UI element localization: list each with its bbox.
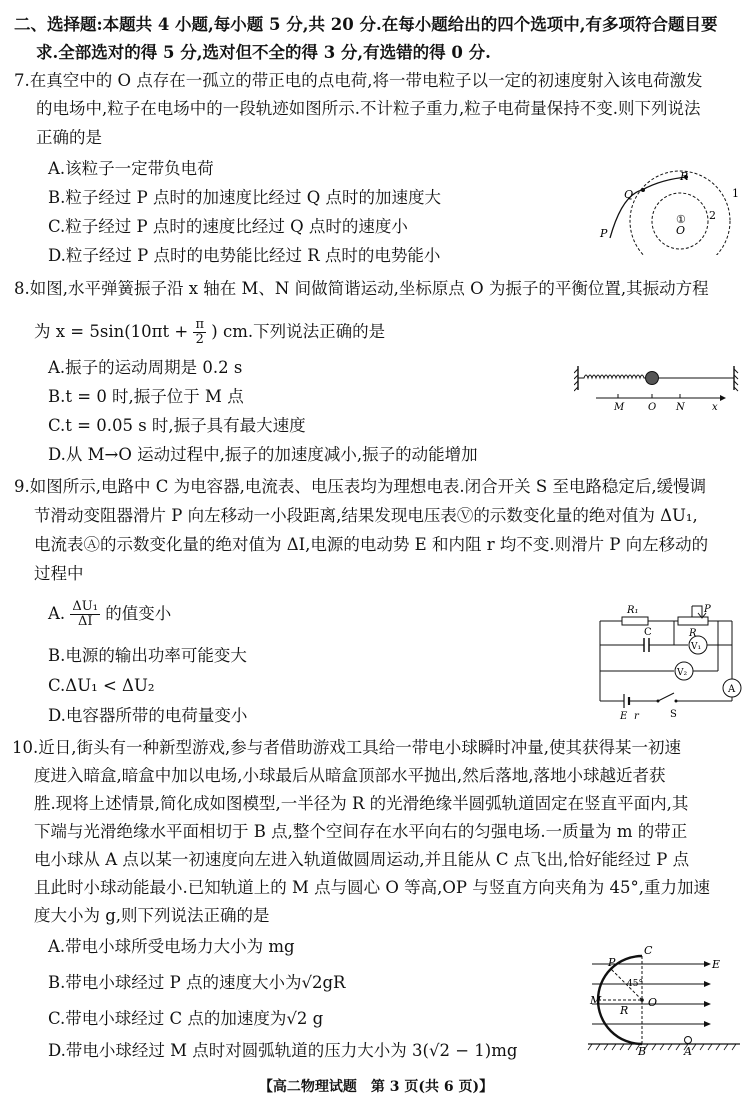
q10-label-r: R xyxy=(620,1004,629,1017)
section-header-line2: 求.全部选对的得 5 分,选对但不全的得 3 分,有选错的得 0 分. xyxy=(36,43,491,62)
q8-stem-line-2 xyxy=(34,318,385,347)
q7-label-1: 1 xyxy=(732,187,739,200)
q7-option-a: A.该粒子一定带负电荷 xyxy=(48,159,214,178)
q8-label-x: x xyxy=(712,402,718,412)
page-footer: 【高二物理试题 第 3 页(共 6 页)】 xyxy=(258,1079,494,1095)
q9-label-r1: R₁ xyxy=(627,605,639,616)
q9-option-a-fraction xyxy=(70,600,100,629)
q9-label-v1: V₁ xyxy=(691,642,702,652)
q8-equation-fraction xyxy=(193,318,206,347)
q9-option-b: B.电源的输出功率可能变大 xyxy=(48,646,247,665)
q9-label-r-internal: r xyxy=(634,711,639,721)
q10-option-b: B.带电小球经过 P 点的速度大小为√2gR xyxy=(48,973,346,992)
q9-circuit-figure xyxy=(594,601,744,721)
q8-option-c: C.t = 0.05 s 时,振子具有最大速度 xyxy=(48,416,306,435)
q7-option-b: B.粒子经过 P 点时的加速度比经过 Q 点时的加速度大 xyxy=(48,188,441,207)
q9-fraction-denominator: ΔI xyxy=(77,614,93,629)
q9-option-c: C.ΔU₁ < ΔU₂ xyxy=(48,676,155,695)
q9-stem-line: 节滑动变阻器滑片 P 向左移动一小段距离,结果发现电压表Ⓥ的示数变化量的绝对值为 ΔU₁, xyxy=(34,506,698,525)
q7-stem-line: 7.在真空中的 O 点存在一孤立的带正电的点电荷,将一带电粒子以一定的初速度射入该电荷激发 xyxy=(14,71,703,90)
q10-option-a: A.带电小球所受电场力大小为 mg xyxy=(48,937,295,956)
q7-label-2: 2 xyxy=(709,209,716,222)
q8-label-n: N xyxy=(676,402,685,412)
q9-label-e: E xyxy=(620,711,628,721)
q8-option-a: A.振子的运动周期是 0.2 s xyxy=(48,358,243,377)
q9-fraction-numerator: ΔU₁ xyxy=(72,599,98,614)
q9-stem-line: 过程中 xyxy=(34,564,84,583)
q7-label-q: Q xyxy=(624,188,634,201)
q8-fraction-numerator: π xyxy=(195,317,205,332)
q9-option-d: D.电容器所带的电荷量变小 xyxy=(48,706,248,725)
q10-stem-line: 10.近日,街头有一种新型游戏,参与者借助游戏工具给一带电小球瞬时冲量,使其获得某一初速 xyxy=(12,738,681,757)
q9-option-a xyxy=(48,600,171,629)
q8-label-o: O xyxy=(648,402,657,412)
q10-stem-line: 度大小为 g,则下列说法正确的是 xyxy=(34,906,270,925)
q10-figure xyxy=(584,944,744,1056)
q7-label-o: O xyxy=(676,224,686,237)
q7-label-p: P xyxy=(600,227,608,240)
q9-stem-line: 9.如图所示,电路中 C 为电容器,电流表、电压表均为理想电表.闭合开关 S 至电路稳定后,缓慢调 xyxy=(14,477,707,496)
q10-label-angle: 45° xyxy=(627,979,643,989)
q8-equation-prefix: 为 x = 5sin(10πt + xyxy=(34,322,189,341)
q7-stem-line: 的电场中,粒子在电场中的一段轨迹如图所示.不计粒子重力,粒子电荷量保持不变.则下列说法 xyxy=(36,99,701,118)
q8-option-d: D.从 M→O 运动过程中,振子的加速度减小,振子的动能增加 xyxy=(48,445,478,464)
q10-stem-line: 胜.现将上述情景,简化成如图模型,一半径为 R 的光滑绝缘半圆弧轨道固定在竖直平面内,其 xyxy=(34,794,689,813)
q9-option-a-prefix: A. xyxy=(48,604,66,623)
q7-stem-line: 正确的是 xyxy=(36,128,102,147)
q9-stem-line: 电流表Ⓐ的示数变化量的绝对值为 ΔI,电源的电动势 E 和内阻 r 均不变.则滑片 P 向左移动的 xyxy=(34,535,709,554)
q10-option-d: D.带电小球经过 M 点时对圆弧轨道的压力大小为 3(√2 − 1)mg xyxy=(48,1041,518,1060)
q7-label-r: R xyxy=(680,170,689,183)
q10-label-a: A xyxy=(684,1045,692,1056)
q8-fraction-denominator: 2 xyxy=(195,332,204,347)
q9-label-c: C xyxy=(644,627,652,638)
q9-label-p: P xyxy=(704,604,711,615)
q10-label-p: P xyxy=(608,956,616,969)
q10-label-e: E xyxy=(712,958,721,971)
q7-option-c: C.粒子经过 P 点时的速度比经过 Q 点时的速度小 xyxy=(48,217,408,236)
q8-equation-suffix: ) cm.下列说法正确的是 xyxy=(211,322,386,341)
q10-stem-line: 下端与光滑绝缘水平面相切于 B 点,整个空间存在水平向右的匀强电场.一质量为 m 的带正 xyxy=(34,822,688,841)
section-header-line1: 二、选择题:本题共 4 小题,每小题 5 分,共 20 分.在每小题给出的四个选项中,有多项符合题目要 xyxy=(14,15,718,34)
q8-option-b: B.t = 0 时,振子位于 M 点 xyxy=(48,387,244,406)
q9-label-s: S xyxy=(670,709,677,720)
q10-label-b: B xyxy=(638,1045,647,1056)
q10-stem-line: 度进入暗盒,暗盒中加以电场,小球最后从暗盒顶部水平抛出,然后落地,落地小球越近者获 xyxy=(34,766,666,785)
q9-label-v2: V₂ xyxy=(677,668,688,678)
q8-stem-line: 8.如图,水平弹簧振子沿 x 轴在 M、N 间做简谐运动,坐标原点 O 为振子的平衡位置,其振动方程 xyxy=(14,279,709,298)
q9-label-a: A xyxy=(728,684,736,695)
q10-label-o: O xyxy=(648,996,658,1009)
q10-option-c: C.带电小球经过 C 点的加速度为√2 g xyxy=(48,1009,324,1028)
q9-label-r: R xyxy=(689,628,697,639)
q10-label-c: C xyxy=(644,944,653,957)
q10-stem-line: 且此时小球动能最小.已知轨道上的 M 点与圆心 O 等高,OP 与竖直方向夹角为 45°,重力加速 xyxy=(34,878,711,897)
q9-option-a-suffix: 的值变小 xyxy=(105,604,172,623)
q7-label-circled-1: ① xyxy=(676,213,686,226)
q7-option-d: D.粒子经过 P 点时的电势能比经过 R 点时的电势能小 xyxy=(48,246,441,265)
q7-figure xyxy=(592,165,742,255)
q10-stem-line: 电小球从 A 点以某一初速度向左进入轨道做圆周运动,并且能从 C 点飞出,恰好能经过 P 点 xyxy=(34,850,690,869)
q10-label-m: M xyxy=(590,994,602,1007)
q8-label-m: M xyxy=(614,402,625,412)
q8-figure xyxy=(574,360,742,412)
